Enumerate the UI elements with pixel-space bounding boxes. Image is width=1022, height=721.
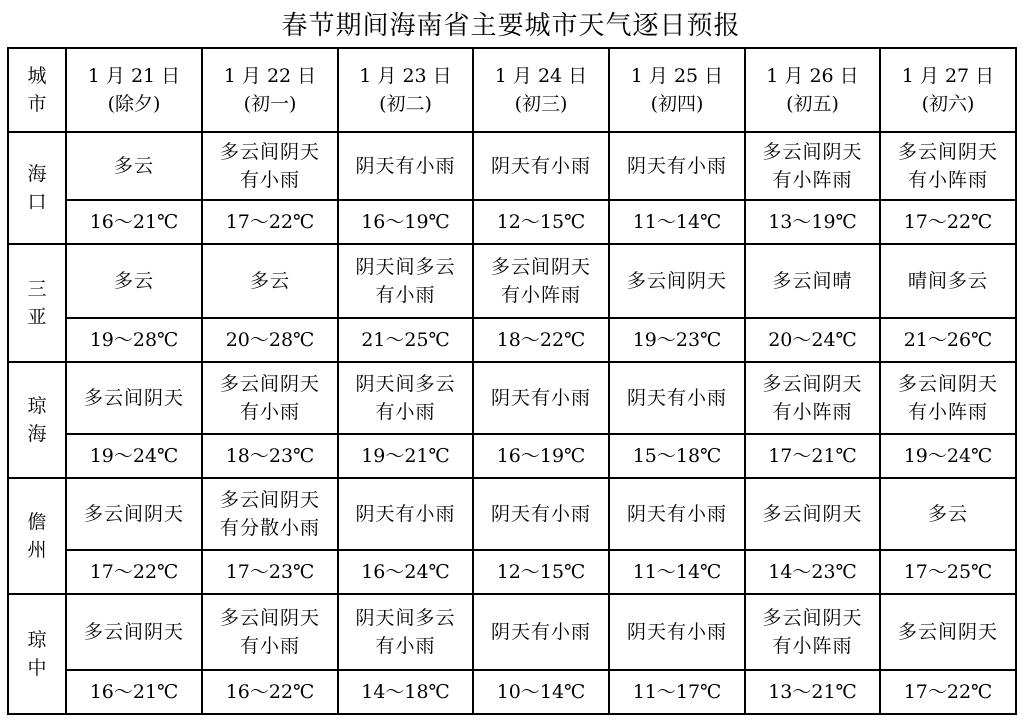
weather-text: 多云 <box>113 270 154 292</box>
date-label: 1 月 23 日 <box>359 65 452 87</box>
weather-text: 多云间阴天 <box>897 373 998 395</box>
temperature-cell: 19～23℃ <box>609 318 745 362</box>
city-name-cell <box>8 362 66 478</box>
weather-cell <box>202 132 338 200</box>
date-header <box>473 48 609 132</box>
city-weather-row <box>8 478 1016 550</box>
weather-cell <box>880 478 1016 550</box>
temperature-cell: 20～24℃ <box>745 318 880 362</box>
city-name-cell <box>8 244 66 362</box>
weather-text: 多云 <box>113 155 154 177</box>
weather-text: 多云间阴天 <box>897 621 998 643</box>
city-name-char-1: 三 <box>27 278 47 300</box>
temperature-cell: 21～26℃ <box>880 318 1016 362</box>
temperature-cell: 16～24℃ <box>338 550 473 594</box>
header-row <box>8 48 1016 132</box>
weather-text: 多云间阴天 <box>490 256 591 278</box>
weather-text: 多云间阴天 <box>762 141 863 163</box>
weather-cell <box>66 362 202 434</box>
weather-text: 有小阵雨 <box>907 401 988 423</box>
city-name-char-1: 琼 <box>27 395 47 417</box>
weather-cell <box>473 132 609 200</box>
date-label: 1 月 21 日 <box>87 65 181 87</box>
weather-text: 有小阵雨 <box>772 635 853 657</box>
weather-cell <box>66 478 202 550</box>
weather-text: 多云间阴天 <box>897 141 998 163</box>
weather-cell <box>66 132 202 200</box>
city-temperature-row <box>8 550 1016 594</box>
temperature-cell: 18～23℃ <box>202 434 338 478</box>
temperature-cell: 12～15℃ <box>473 200 609 244</box>
weather-text: 阴天间多云 <box>355 373 456 395</box>
weather-text: 阴天有小雨 <box>490 155 591 177</box>
weather-text: 有小雨 <box>375 284 436 306</box>
city-name-char-2: 州 <box>27 539 47 561</box>
weather-text: 多云间阴天 <box>83 503 184 525</box>
city-name-cell <box>8 478 66 594</box>
temperature-cell: 13～19℃ <box>745 200 880 244</box>
weather-cell <box>880 244 1016 318</box>
weather-cell <box>202 594 338 670</box>
temperature-cell: 11～14℃ <box>609 200 745 244</box>
temperature-cell: 20～28℃ <box>202 318 338 362</box>
lunar-day-label: (初一) <box>243 93 297 115</box>
weather-text: 有小阵雨 <box>772 401 853 423</box>
weather-text: 有小阵雨 <box>907 169 988 191</box>
city-column-header <box>8 48 66 132</box>
temperature-cell: 13～21℃ <box>745 670 880 714</box>
temperature-cell: 17～25℃ <box>880 550 1016 594</box>
date-header <box>338 48 473 132</box>
temperature-cell: 17～22℃ <box>66 550 202 594</box>
weather-text: 多云间阴天 <box>219 141 320 163</box>
weather-cell <box>338 244 473 318</box>
temperature-cell: 16～22℃ <box>202 670 338 714</box>
temperature-cell: 11～17℃ <box>609 670 745 714</box>
temperature-cell: 16～21℃ <box>66 200 202 244</box>
temperature-cell: 16～19℃ <box>338 200 473 244</box>
weather-cell <box>338 594 473 670</box>
temperature-cell: 17～22℃ <box>880 670 1016 714</box>
temperature-cell: 17～22℃ <box>880 200 1016 244</box>
weather-text: 有分散小雨 <box>219 517 320 539</box>
lunar-day-label: (初三) <box>514 93 568 115</box>
city-weather-row <box>8 594 1016 670</box>
city-temperature-row <box>8 670 1016 714</box>
weather-text: 阴天有小雨 <box>490 387 591 409</box>
temperature-cell: 21～25℃ <box>338 318 473 362</box>
date-label: 1 月 24 日 <box>494 65 588 87</box>
weather-cell <box>609 132 745 200</box>
temperature-cell: 10～14℃ <box>473 670 609 714</box>
city-temperature-row <box>8 318 1016 362</box>
weather-cell <box>66 594 202 670</box>
weather-cell <box>745 244 880 318</box>
weather-text: 有小雨 <box>239 635 300 657</box>
temperature-cell: 15～18℃ <box>609 434 745 478</box>
weather-cell <box>745 362 880 434</box>
weather-text: 多云间阴天 <box>83 387 184 409</box>
temperature-cell: 17～23℃ <box>202 550 338 594</box>
lunar-day-label: (初五) <box>786 93 839 115</box>
weather-text: 有小雨 <box>239 169 300 191</box>
city-name-char-2: 海 <box>27 423 47 445</box>
weather-cell <box>880 362 1016 434</box>
weather-cell <box>473 244 609 318</box>
date-label: 1 月 22 日 <box>223 65 317 87</box>
weather-cell <box>338 362 473 434</box>
date-label: 1 月 27 日 <box>901 65 995 87</box>
weather-text: 有小雨 <box>375 401 436 423</box>
temperature-cell: 19～28℃ <box>66 318 202 362</box>
city-name-char-1: 儋 <box>27 511 47 533</box>
city-weather-row <box>8 362 1016 434</box>
weather-text: 有小雨 <box>239 401 300 423</box>
weather-text: 有小阵雨 <box>772 169 853 191</box>
weather-text: 阴天有小雨 <box>626 155 727 177</box>
city-name-char-1: 琼 <box>27 629 47 651</box>
city-header-char-1: 城 <box>27 65 47 87</box>
lunar-day-label: (初四) <box>650 93 704 115</box>
weather-text: 阴天有小雨 <box>490 503 591 525</box>
city-temperature-row <box>8 434 1016 478</box>
temperature-cell: 14～18℃ <box>338 670 473 714</box>
weather-text: 多云间阴天 <box>83 621 184 643</box>
city-name-cell <box>8 132 66 244</box>
weather-cell <box>609 478 745 550</box>
weather-text: 多云间阴天 <box>626 270 727 292</box>
temperature-cell: 14～23℃ <box>745 550 880 594</box>
weather-text: 阴天间多云 <box>355 256 456 278</box>
forecast-table <box>7 47 1017 715</box>
weather-text: 多云间阴天 <box>762 607 863 629</box>
page-title: 春节期间海南省主要城市天气逐日预报 <box>281 11 741 41</box>
weather-text: 有小雨 <box>375 635 436 657</box>
weather-text: 有小阵雨 <box>500 284 581 306</box>
weather-text: 多云 <box>249 270 290 292</box>
weather-text: 多云间阴天 <box>219 607 320 629</box>
weather-cell <box>745 594 880 670</box>
temperature-cell: 12～15℃ <box>473 550 609 594</box>
weather-text: 阴天有小雨 <box>355 503 456 525</box>
city-temperature-row <box>8 200 1016 244</box>
lunar-day-label: (除夕) <box>107 93 161 115</box>
weather-cell <box>338 132 473 200</box>
weather-cell <box>745 478 880 550</box>
temperature-cell: 19～21℃ <box>338 434 473 478</box>
weather-text: 阴天有小雨 <box>626 503 727 525</box>
date-header <box>745 48 880 132</box>
city-name-char-1: 海 <box>27 163 47 185</box>
temperature-cell: 19～24℃ <box>66 434 202 478</box>
weather-cell <box>202 478 338 550</box>
city-name-char-2: 中 <box>27 657 47 679</box>
weather-text: 多云间阴天 <box>219 373 320 395</box>
weather-text: 晴间多云 <box>907 270 988 292</box>
city-name-char-2: 口 <box>27 191 47 213</box>
date-header <box>66 48 202 132</box>
city-header-char-2: 市 <box>27 93 47 115</box>
city-name-cell <box>8 594 66 714</box>
weather-cell <box>202 362 338 434</box>
city-name-char-2: 亚 <box>27 306 47 328</box>
temperature-cell: 16～19℃ <box>473 434 609 478</box>
weather-cell <box>880 594 1016 670</box>
date-header <box>202 48 338 132</box>
weather-cell <box>473 478 609 550</box>
weather-cell <box>609 362 745 434</box>
weather-cell <box>338 478 473 550</box>
weather-cell <box>609 244 745 318</box>
date-label: 1 月 26 日 <box>766 65 859 87</box>
weather-text: 阴天有小雨 <box>626 621 727 643</box>
weather-text: 阴天间多云 <box>355 607 456 629</box>
city-weather-row <box>8 132 1016 200</box>
weather-text: 阴天有小雨 <box>355 155 456 177</box>
temperature-cell: 11～14℃ <box>609 550 745 594</box>
date-header <box>880 48 1016 132</box>
weather-cell <box>473 362 609 434</box>
weather-cell <box>880 132 1016 200</box>
weather-text: 多云间阴天 <box>219 489 320 511</box>
weather-cell <box>473 594 609 670</box>
temperature-cell: 16～21℃ <box>66 670 202 714</box>
weather-cell <box>609 594 745 670</box>
weather-text: 阴天有小雨 <box>626 387 727 409</box>
weather-text: 多云 <box>927 503 968 525</box>
weather-cell <box>745 132 880 200</box>
temperature-cell: 18～22℃ <box>473 318 609 362</box>
weather-cell <box>66 244 202 318</box>
weather-text: 阴天有小雨 <box>490 621 591 643</box>
weather-text: 多云间晴 <box>772 270 853 292</box>
lunar-day-label: (初二) <box>379 93 432 115</box>
date-label: 1 月 25 日 <box>630 65 724 87</box>
weather-text: 多云间阴天 <box>762 373 863 395</box>
temperature-cell: 17～21℃ <box>745 434 880 478</box>
temperature-cell: 19～24℃ <box>880 434 1016 478</box>
weather-cell <box>202 244 338 318</box>
date-header <box>609 48 745 132</box>
weather-text: 多云间阴天 <box>762 503 863 525</box>
temperature-cell: 17～22℃ <box>202 200 338 244</box>
lunar-day-label: (初六) <box>921 93 975 115</box>
city-weather-row <box>8 244 1016 318</box>
